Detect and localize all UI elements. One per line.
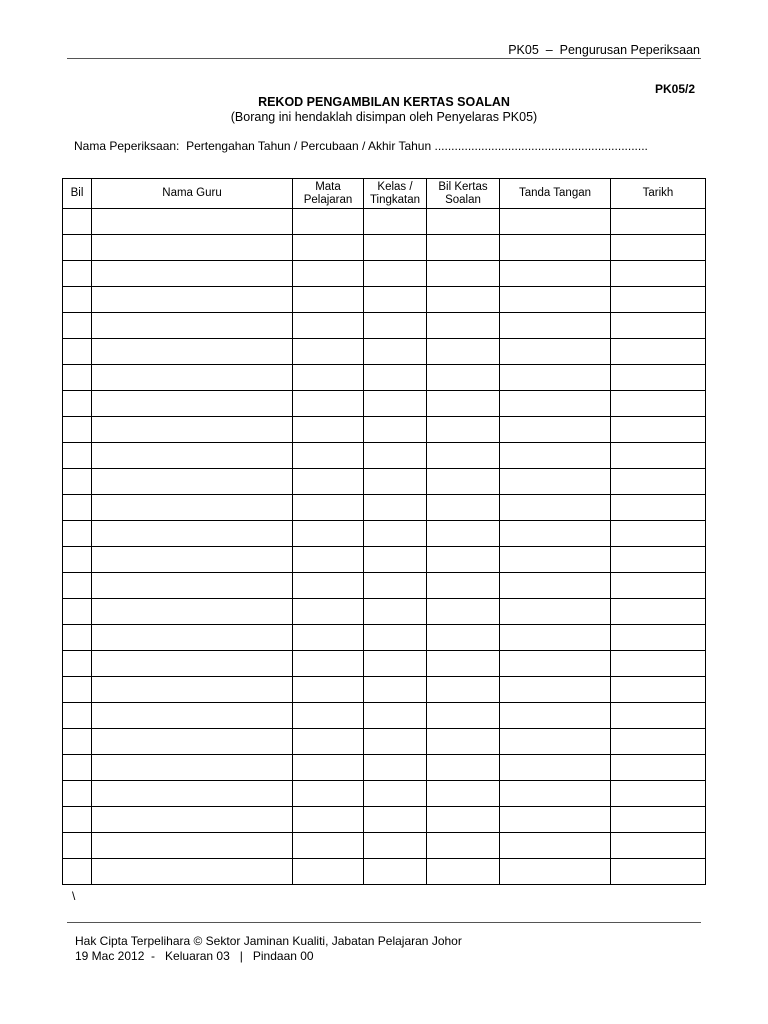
table-row [63, 573, 706, 599]
table-cell[interactable] [92, 235, 293, 261]
document-header: PK05 – Pengurusan Peperiksaan [508, 43, 700, 57]
table-cell[interactable] [427, 339, 500, 365]
table-cell[interactable] [92, 833, 293, 859]
table-cell[interactable] [364, 807, 427, 833]
table-cell[interactable] [293, 313, 364, 339]
table-cell[interactable] [427, 703, 500, 729]
column-header: Kelas / Tingkatan [364, 179, 427, 209]
form-code: PK05/2 [654, 82, 695, 96]
table-cell[interactable] [427, 443, 500, 469]
table-cell[interactable] [293, 651, 364, 677]
table-cell[interactable] [364, 209, 427, 235]
table-cell[interactable] [92, 287, 293, 313]
table-cell[interactable] [92, 807, 293, 833]
table-cell[interactable] [63, 391, 92, 417]
table-cell[interactable] [500, 495, 611, 521]
exam-type-options: Pertengahan Tahun / Percubaan / Akhir Tahun [186, 139, 432, 153]
table-cell[interactable] [364, 729, 427, 755]
table-cell[interactable] [427, 677, 500, 703]
table-cell[interactable] [63, 547, 92, 573]
table-cell[interactable] [611, 235, 706, 261]
table-cell[interactable] [364, 677, 427, 703]
table-cell[interactable] [364, 313, 427, 339]
table-cell[interactable] [500, 391, 611, 417]
table-row [63, 417, 706, 443]
footer-version: 19 Mac 2012 - Keluaran 03 | Pindaan 00 [75, 949, 314, 963]
table-cell[interactable] [611, 677, 706, 703]
table-cell[interactable] [92, 365, 293, 391]
exam-fill-dots: ................................................................ [434, 139, 648, 153]
table-cell[interactable] [364, 521, 427, 547]
table-cell[interactable] [500, 261, 611, 287]
table-cell[interactable] [611, 547, 706, 573]
table-cell[interactable] [364, 781, 427, 807]
table-cell[interactable] [293, 781, 364, 807]
table-row [63, 703, 706, 729]
table-cell[interactable] [611, 443, 706, 469]
table-cell[interactable] [63, 807, 92, 833]
table-cell[interactable] [427, 469, 500, 495]
table-cell[interactable] [500, 287, 611, 313]
table-cell[interactable] [500, 781, 611, 807]
table-cell[interactable] [427, 625, 500, 651]
table-cell[interactable] [293, 599, 364, 625]
column-header: Tarikh [611, 179, 706, 209]
table-cell[interactable] [364, 833, 427, 859]
table-cell[interactable] [364, 755, 427, 781]
table-cell[interactable] [611, 339, 706, 365]
table-cell[interactable] [364, 547, 427, 573]
table-cell[interactable] [500, 807, 611, 833]
table-cell[interactable] [500, 313, 611, 339]
table-cell[interactable] [293, 521, 364, 547]
table-cell[interactable] [427, 547, 500, 573]
table-cell[interactable] [92, 391, 293, 417]
table-cell[interactable] [293, 573, 364, 599]
table-cell[interactable] [611, 313, 706, 339]
table-cell[interactable] [293, 807, 364, 833]
table-cell[interactable] [500, 599, 611, 625]
table-cell[interactable] [293, 677, 364, 703]
table-cell[interactable] [364, 365, 427, 391]
table-cell[interactable] [427, 287, 500, 313]
table-cell[interactable] [63, 677, 92, 703]
table-cell[interactable] [611, 859, 706, 885]
table-cell[interactable] [293, 261, 364, 287]
table-cell[interactable] [427, 781, 500, 807]
table-cell[interactable] [63, 365, 92, 391]
table-cell[interactable] [500, 521, 611, 547]
table-cell[interactable] [63, 495, 92, 521]
table-cell[interactable] [427, 599, 500, 625]
table-cell[interactable] [500, 469, 611, 495]
table-row [63, 365, 706, 391]
table-cell[interactable] [63, 417, 92, 443]
table-cell[interactable] [611, 391, 706, 417]
table-cell[interactable] [92, 859, 293, 885]
table-cell[interactable] [611, 365, 706, 391]
table-row [63, 833, 706, 859]
table-cell[interactable] [92, 755, 293, 781]
table-cell[interactable] [293, 469, 364, 495]
table-cell[interactable] [500, 677, 611, 703]
table-cell[interactable] [500, 209, 611, 235]
table-row [63, 287, 706, 313]
table-cell[interactable] [63, 443, 92, 469]
table-cell[interactable] [364, 443, 427, 469]
table-cell[interactable] [611, 599, 706, 625]
table-row [63, 469, 706, 495]
table-cell[interactable] [500, 859, 611, 885]
table-cell[interactable] [611, 261, 706, 287]
column-header: Nama Guru [92, 179, 293, 209]
column-header: Bil [63, 179, 92, 209]
table-cell[interactable] [500, 443, 611, 469]
table-cell[interactable] [364, 495, 427, 521]
table-cell[interactable] [92, 469, 293, 495]
table-row [63, 677, 706, 703]
table-cell[interactable] [611, 417, 706, 443]
table-cell[interactable] [364, 859, 427, 885]
table-cell[interactable] [63, 313, 92, 339]
table-cell[interactable] [63, 235, 92, 261]
table-cell[interactable] [63, 469, 92, 495]
table-cell[interactable] [364, 417, 427, 443]
table-cell[interactable] [500, 417, 611, 443]
table-cell[interactable] [293, 339, 364, 365]
table-cell[interactable] [611, 469, 706, 495]
table-row [63, 781, 706, 807]
table-cell[interactable] [293, 209, 364, 235]
table-row [63, 599, 706, 625]
table-cell[interactable] [63, 651, 92, 677]
table-cell[interactable] [427, 573, 500, 599]
table-cell[interactable] [63, 859, 92, 885]
table-cell[interactable] [500, 833, 611, 859]
table-cell[interactable] [92, 677, 293, 703]
table-cell[interactable] [427, 261, 500, 287]
table-cell[interactable] [92, 313, 293, 339]
table-row [63, 235, 706, 261]
table-cell[interactable] [611, 625, 706, 651]
table-cell[interactable] [364, 703, 427, 729]
table-cell[interactable] [293, 235, 364, 261]
table-cell[interactable] [92, 651, 293, 677]
table-cell[interactable] [92, 521, 293, 547]
table-cell[interactable] [364, 469, 427, 495]
table-cell[interactable] [63, 521, 92, 547]
table-cell[interactable] [611, 729, 706, 755]
table-cell[interactable] [500, 651, 611, 677]
table-cell[interactable] [427, 235, 500, 261]
form-title: REKOD PENGAMBILAN KERTAS SOALAN [258, 95, 510, 109]
table-cell[interactable] [63, 781, 92, 807]
table-row [63, 495, 706, 521]
table-cell[interactable] [427, 729, 500, 755]
table-cell[interactable] [92, 625, 293, 651]
table-cell[interactable] [92, 573, 293, 599]
table-cell[interactable] [293, 495, 364, 521]
table-cell[interactable] [364, 261, 427, 287]
record-table [62, 178, 706, 885]
table-cell[interactable] [427, 313, 500, 339]
table-cell[interactable] [611, 703, 706, 729]
table-row [63, 209, 706, 235]
table-cell[interactable] [611, 573, 706, 599]
table-cell[interactable] [63, 573, 92, 599]
table-cell[interactable] [427, 521, 500, 547]
table-cell[interactable] [63, 599, 92, 625]
table-row [63, 651, 706, 677]
table-row [63, 859, 706, 885]
table-cell[interactable] [427, 651, 500, 677]
table-cell[interactable] [427, 417, 500, 443]
table-cell[interactable] [92, 417, 293, 443]
table-cell[interactable] [611, 521, 706, 547]
table-cell[interactable] [293, 755, 364, 781]
table-cell[interactable] [63, 755, 92, 781]
table-row [63, 547, 706, 573]
table-cell[interactable] [63, 261, 92, 287]
table-cell[interactable] [293, 391, 364, 417]
table-cell[interactable] [293, 625, 364, 651]
table-cell[interactable] [364, 287, 427, 313]
table-cell[interactable] [293, 703, 364, 729]
table-cell[interactable] [63, 625, 92, 651]
table-cell[interactable] [500, 625, 611, 651]
table-cell[interactable] [92, 261, 293, 287]
table-body [63, 209, 706, 885]
table-cell[interactable] [500, 703, 611, 729]
table-cell[interactable] [500, 547, 611, 573]
table-cell[interactable] [92, 547, 293, 573]
table-cell[interactable] [364, 339, 427, 365]
table-row [63, 313, 706, 339]
table-cell[interactable] [92, 599, 293, 625]
table-cell[interactable] [293, 547, 364, 573]
table-cell[interactable] [293, 443, 364, 469]
table-cell[interactable] [364, 235, 427, 261]
table-cell[interactable] [293, 729, 364, 755]
header-rule [67, 58, 701, 59]
table-cell[interactable] [427, 365, 500, 391]
table-cell[interactable] [293, 287, 364, 313]
table-cell[interactable] [611, 209, 706, 235]
table-cell[interactable] [611, 495, 706, 521]
table-row [63, 261, 706, 287]
table-cell[interactable] [427, 495, 500, 521]
table-cell[interactable] [92, 209, 293, 235]
table-cell[interactable] [63, 703, 92, 729]
table-cell[interactable] [500, 235, 611, 261]
footer-copyright: Hak Cipta Terpelihara © Sektor Jaminan Kualiti, Jabatan Pelajaran Johor [75, 934, 462, 948]
table-cell[interactable] [500, 755, 611, 781]
table-cell[interactable] [364, 599, 427, 625]
table-row [63, 807, 706, 833]
table-cell[interactable] [427, 807, 500, 833]
table-cell[interactable] [611, 755, 706, 781]
table-cell[interactable] [63, 833, 92, 859]
table-cell[interactable] [427, 859, 500, 885]
table-cell[interactable] [500, 339, 611, 365]
table-cell[interactable] [611, 287, 706, 313]
table-row [63, 521, 706, 547]
column-header: Bil Kertas Soalan [427, 179, 500, 209]
exam-name-line [74, 139, 648, 153]
table-row [63, 729, 706, 755]
stray-mark: \ [72, 889, 76, 903]
table-header-row [63, 179, 706, 209]
table-cell[interactable] [364, 651, 427, 677]
table-cell[interactable] [293, 833, 364, 859]
table-row [63, 443, 706, 469]
table-cell[interactable] [611, 781, 706, 807]
table-cell[interactable] [63, 287, 92, 313]
table-cell[interactable] [611, 807, 706, 833]
table-cell[interactable] [364, 391, 427, 417]
table-cell[interactable] [92, 781, 293, 807]
table-cell[interactable] [92, 339, 293, 365]
table-cell[interactable] [92, 703, 293, 729]
table-cell[interactable] [92, 443, 293, 469]
table-cell[interactable] [427, 391, 500, 417]
column-header: Mata Pelajaran [293, 179, 364, 209]
table-cell[interactable] [427, 209, 500, 235]
footer-rule [67, 922, 701, 923]
table-cell[interactable] [427, 833, 500, 859]
table-row [63, 625, 706, 651]
table-cell[interactable] [63, 209, 92, 235]
table-cell[interactable] [364, 625, 427, 651]
table-cell[interactable] [500, 729, 611, 755]
table-cell[interactable] [427, 755, 500, 781]
table-cell[interactable] [293, 365, 364, 391]
table-cell[interactable] [611, 833, 706, 859]
table-cell[interactable] [92, 729, 293, 755]
table-cell[interactable] [92, 495, 293, 521]
table-row [63, 391, 706, 417]
table-cell[interactable] [63, 339, 92, 365]
exam-name-label: Nama Peperiksaan: [74, 139, 180, 153]
column-header: Tanda Tangan [500, 179, 611, 209]
table-cell[interactable] [293, 859, 364, 885]
form-subtitle: (Borang ini hendaklah disimpan oleh Penyelaras PK05) [230, 110, 538, 124]
table-cell[interactable] [500, 573, 611, 599]
table-cell[interactable] [293, 417, 364, 443]
table-row [63, 755, 706, 781]
table-cell[interactable] [364, 573, 427, 599]
table-cell[interactable] [500, 365, 611, 391]
table-cell[interactable] [63, 729, 92, 755]
table-cell[interactable] [611, 651, 706, 677]
table-row [63, 339, 706, 365]
